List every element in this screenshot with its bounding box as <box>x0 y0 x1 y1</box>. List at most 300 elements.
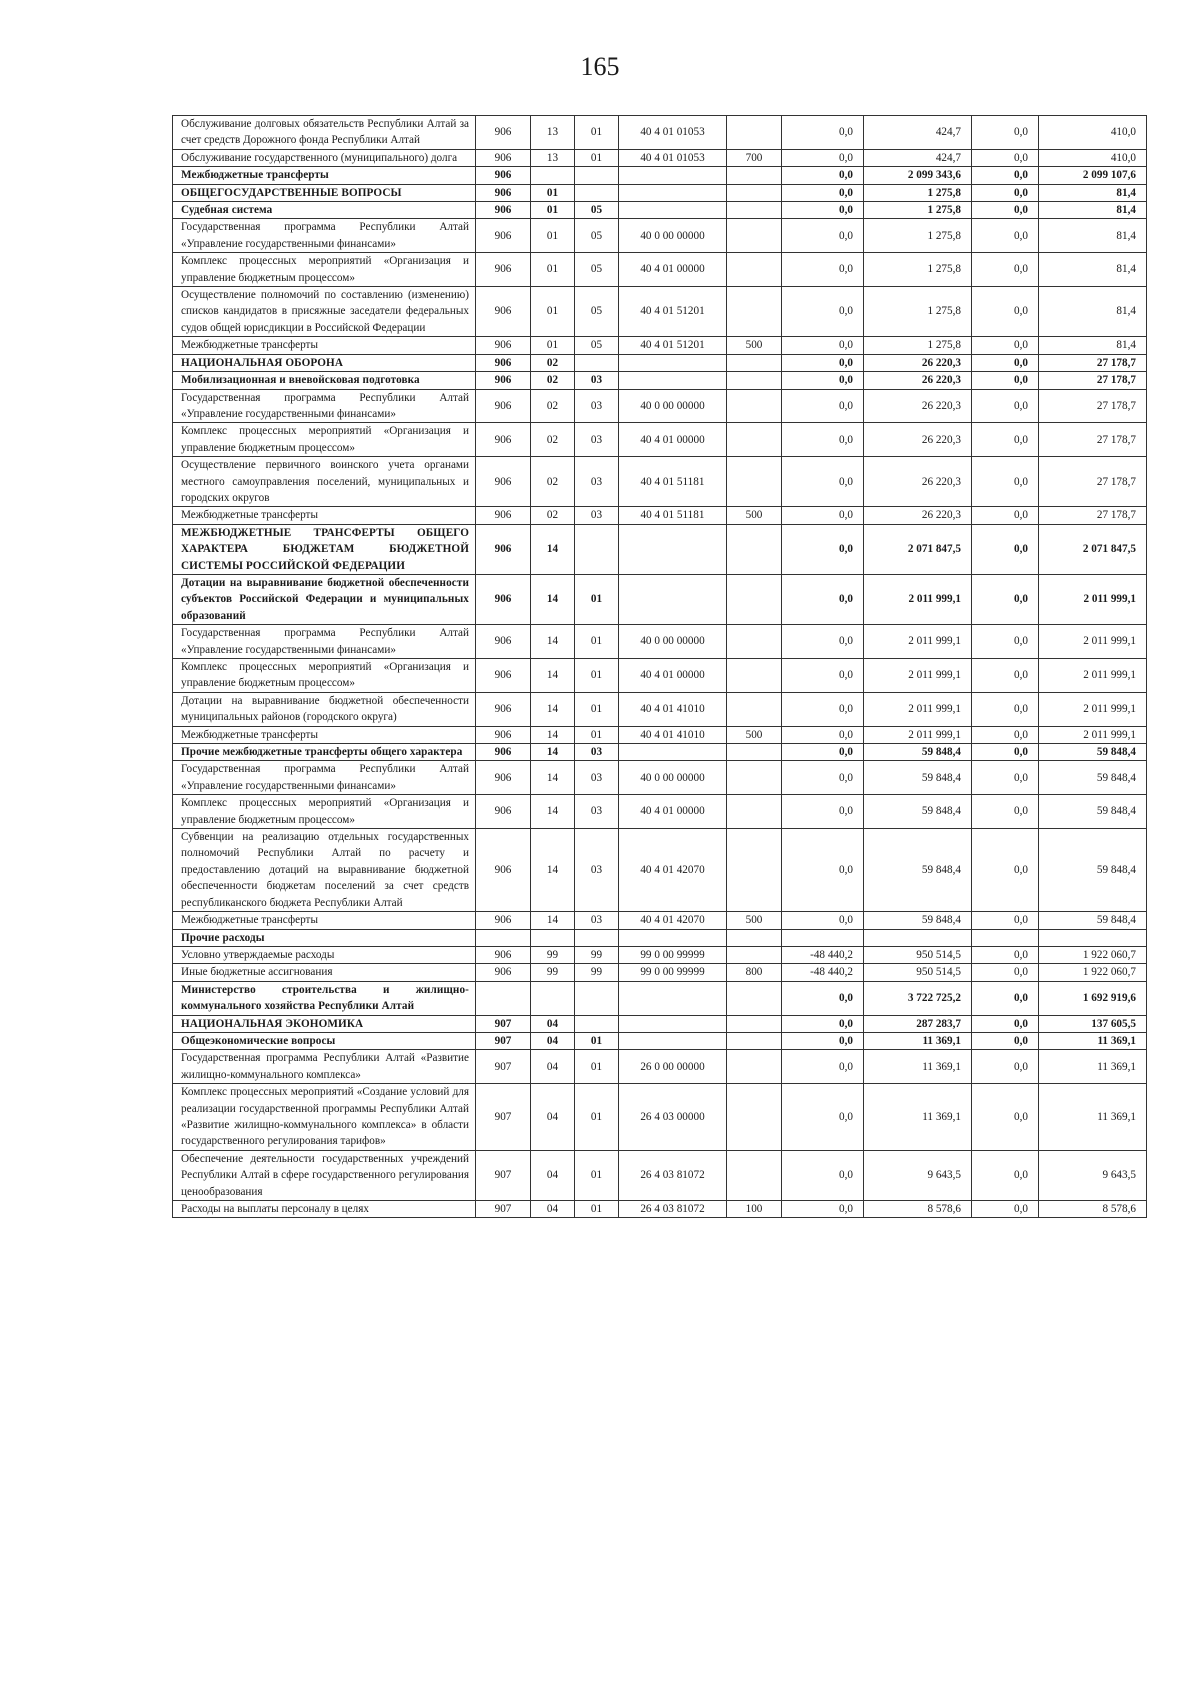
row-value-4: 1 692 919,6 <box>1039 981 1147 1015</box>
row-value-2: 26 220,3 <box>864 389 972 423</box>
row-value-3: 0,0 <box>972 457 1039 507</box>
row-value-3: 0,0 <box>972 1201 1039 1218</box>
row-expense-type <box>727 524 782 574</box>
row-value-1: -48 440,2 <box>782 946 864 963</box>
row-grbs-code: 907 <box>476 1015 531 1032</box>
table-row <box>173 1201 1147 1218</box>
table-row <box>173 219 1147 253</box>
row-value-4: 410,0 <box>1039 116 1147 150</box>
row-subsection-code: 03 <box>575 372 619 389</box>
row-expense-type: 500 <box>727 726 782 743</box>
row-name: Комплекс процессных мероприятий «Создание условий для реализации государственной программы Республики Алтай «Развитие жилищно-коммунального комплекса» в области государственного регулирования тарифов» <box>173 1084 476 1151</box>
row-section-code: 01 <box>531 287 575 337</box>
row-section-code: 01 <box>531 253 575 287</box>
row-name: Прочие расходы <box>173 929 476 946</box>
row-grbs-code: 906 <box>476 726 531 743</box>
row-section-code: 01 <box>531 202 575 219</box>
row-value-2: 8 578,6 <box>864 1201 972 1218</box>
table-row <box>173 659 1147 693</box>
row-expense-type <box>727 219 782 253</box>
row-grbs-code: 906 <box>476 457 531 507</box>
row-expense-type <box>727 744 782 761</box>
table-row <box>173 337 1147 354</box>
row-value-1: 0,0 <box>782 981 864 1015</box>
row-value-4: 9 643,5 <box>1039 1150 1147 1200</box>
row-value-2: 59 848,4 <box>864 761 972 795</box>
row-subsection-code: 05 <box>575 337 619 354</box>
row-target-article <box>619 1032 727 1049</box>
row-grbs-code: 906 <box>476 625 531 659</box>
row-name: Межбюджетные трансферты <box>173 912 476 929</box>
row-grbs-code: 906 <box>476 829 531 912</box>
row-value-2: 2 011 999,1 <box>864 692 972 726</box>
table-row <box>173 149 1147 166</box>
row-value-1 <box>782 929 864 946</box>
row-subsection-code: 03 <box>575 507 619 524</box>
row-subsection-code: 01 <box>575 726 619 743</box>
table-row <box>173 184 1147 201</box>
row-value-2: 2 011 999,1 <box>864 726 972 743</box>
row-value-4: 1 922 060,7 <box>1039 946 1147 963</box>
row-target-article: 40 4 01 51201 <box>619 287 727 337</box>
row-expense-type <box>727 946 782 963</box>
row-value-3: 0,0 <box>972 507 1039 524</box>
table-row <box>173 1050 1147 1084</box>
row-value-2 <box>864 929 972 946</box>
row-subsection-code: 05 <box>575 253 619 287</box>
row-value-4: 81,4 <box>1039 253 1147 287</box>
row-value-2: 26 220,3 <box>864 457 972 507</box>
row-section-code: 02 <box>531 389 575 423</box>
row-grbs-code: 906 <box>476 423 531 457</box>
table-row <box>173 829 1147 912</box>
row-value-3: 0,0 <box>972 354 1039 371</box>
row-value-1: 0,0 <box>782 507 864 524</box>
row-section-code: 14 <box>531 625 575 659</box>
row-value-4: 137 605,5 <box>1039 1015 1147 1032</box>
row-grbs-code: 906 <box>476 692 531 726</box>
row-section-code: 99 <box>531 964 575 981</box>
row-value-2: 2 011 999,1 <box>864 659 972 693</box>
row-value-2: 2 071 847,5 <box>864 524 972 574</box>
row-section-code: 14 <box>531 912 575 929</box>
row-value-4: 27 178,7 <box>1039 389 1147 423</box>
row-value-3: 0,0 <box>972 625 1039 659</box>
row-value-3: 0,0 <box>972 372 1039 389</box>
table-row <box>173 946 1147 963</box>
row-subsection-code: 03 <box>575 457 619 507</box>
row-value-2: 2 011 999,1 <box>864 574 972 624</box>
row-expense-type <box>727 1050 782 1084</box>
row-name: Дотации на выравнивание бюджетной обеспеченности муниципальных районов (городского округа) <box>173 692 476 726</box>
row-value-2: 1 275,8 <box>864 337 972 354</box>
row-value-4: 8 578,6 <box>1039 1201 1147 1218</box>
row-grbs-code: 906 <box>476 946 531 963</box>
row-subsection-code: 01 <box>575 692 619 726</box>
row-target-article: 40 0 00 00000 <box>619 389 727 423</box>
row-value-4: 59 848,4 <box>1039 744 1147 761</box>
row-subsection-code: 03 <box>575 829 619 912</box>
row-value-2: 2 011 999,1 <box>864 625 972 659</box>
row-value-4: 81,4 <box>1039 337 1147 354</box>
row-subsection-code: 03 <box>575 795 619 829</box>
row-grbs-code: 907 <box>476 1050 531 1084</box>
row-value-2: 59 848,4 <box>864 912 972 929</box>
row-target-article: 26 4 03 81072 <box>619 1150 727 1200</box>
row-value-1: 0,0 <box>782 1015 864 1032</box>
row-value-3: 0,0 <box>972 1015 1039 1032</box>
row-value-4: 2 011 999,1 <box>1039 726 1147 743</box>
row-value-3: 0,0 <box>972 726 1039 743</box>
table-row <box>173 372 1147 389</box>
row-value-1: 0,0 <box>782 726 864 743</box>
row-value-3: 0,0 <box>972 202 1039 219</box>
table-row <box>173 625 1147 659</box>
table-row <box>173 1150 1147 1200</box>
row-value-1: 0,0 <box>782 1050 864 1084</box>
row-name: Комплекс процессных мероприятий «Организация и управление бюджетным процессом» <box>173 795 476 829</box>
row-value-3: 0,0 <box>972 1084 1039 1151</box>
row-value-4: 2 011 999,1 <box>1039 625 1147 659</box>
row-target-article <box>619 574 727 624</box>
row-subsection-code <box>575 354 619 371</box>
row-value-1: 0,0 <box>782 1084 864 1151</box>
row-subsection-code: 01 <box>575 1201 619 1218</box>
row-value-1: 0,0 <box>782 337 864 354</box>
row-value-2: 26 220,3 <box>864 354 972 371</box>
row-section-code: 04 <box>531 1015 575 1032</box>
row-subsection-code: 99 <box>575 964 619 981</box>
row-expense-type <box>727 795 782 829</box>
row-section-code: 04 <box>531 1032 575 1049</box>
row-value-4: 27 178,7 <box>1039 372 1147 389</box>
row-expense-type: 100 <box>727 1201 782 1218</box>
row-value-3: 0,0 <box>972 659 1039 693</box>
row-section-code: 14 <box>531 574 575 624</box>
row-value-3: 0,0 <box>972 423 1039 457</box>
table-row <box>173 423 1147 457</box>
row-target-article <box>619 202 727 219</box>
row-value-4: 410,0 <box>1039 149 1147 166</box>
row-grbs-code: 906 <box>476 149 531 166</box>
row-value-2: 59 848,4 <box>864 829 972 912</box>
row-subsection-code: 01 <box>575 1032 619 1049</box>
row-value-1: 0,0 <box>782 1201 864 1218</box>
row-value-3: 0,0 <box>972 964 1039 981</box>
row-value-3: 0,0 <box>972 744 1039 761</box>
table-row <box>173 389 1147 423</box>
table-row <box>173 929 1147 946</box>
row-value-4: 59 848,4 <box>1039 829 1147 912</box>
row-subsection-code: 03 <box>575 744 619 761</box>
row-grbs-code: 907 <box>476 1150 531 1200</box>
row-expense-type <box>727 929 782 946</box>
table-row <box>173 202 1147 219</box>
row-name: НАЦИОНАЛЬНАЯ ЭКОНОМИКА <box>173 1015 476 1032</box>
row-grbs-code: 906 <box>476 372 531 389</box>
row-expense-type <box>727 372 782 389</box>
row-target-article: 40 4 01 51181 <box>619 457 727 507</box>
row-name: Комплекс процессных мероприятий «Организация и управление бюджетным процессом» <box>173 659 476 693</box>
row-target-article: 40 4 01 01053 <box>619 149 727 166</box>
row-grbs-code: 906 <box>476 744 531 761</box>
row-section-code: 02 <box>531 507 575 524</box>
row-grbs-code: 906 <box>476 912 531 929</box>
row-target-article: 26 0 00 00000 <box>619 1050 727 1084</box>
row-grbs-code: 906 <box>476 202 531 219</box>
row-target-article <box>619 354 727 371</box>
row-grbs-code: 906 <box>476 964 531 981</box>
row-subsection-code <box>575 524 619 574</box>
row-subsection-code: 01 <box>575 1084 619 1151</box>
row-value-2: 59 848,4 <box>864 795 972 829</box>
row-value-2: 1 275,8 <box>864 202 972 219</box>
row-value-2: 1 275,8 <box>864 287 972 337</box>
row-expense-type <box>727 981 782 1015</box>
row-value-4: 27 178,7 <box>1039 507 1147 524</box>
row-section-code: 04 <box>531 1201 575 1218</box>
table-row <box>173 457 1147 507</box>
page-number: 165 <box>580 52 620 81</box>
row-expense-type <box>727 625 782 659</box>
row-expense-type <box>727 116 782 150</box>
row-target-article: 40 4 01 00000 <box>619 659 727 693</box>
row-value-2: 11 369,1 <box>864 1050 972 1084</box>
row-grbs-code: 906 <box>476 795 531 829</box>
table-row <box>173 726 1147 743</box>
row-name: Государственная программа Республики Алтай «Управление государственными финансами» <box>173 761 476 795</box>
row-subsection-code <box>575 1015 619 1032</box>
row-value-2: 3 722 725,2 <box>864 981 972 1015</box>
row-subsection-code: 05 <box>575 287 619 337</box>
row-expense-type <box>727 184 782 201</box>
row-section-code: 14 <box>531 795 575 829</box>
row-subsection-code: 01 <box>575 149 619 166</box>
row-value-3: 0,0 <box>972 287 1039 337</box>
row-target-article: 40 0 00 00000 <box>619 761 727 795</box>
row-expense-type: 500 <box>727 337 782 354</box>
row-value-2: 950 514,5 <box>864 946 972 963</box>
row-value-3: 0,0 <box>972 1150 1039 1200</box>
row-name: Межбюджетные трансферты <box>173 726 476 743</box>
table-row <box>173 287 1147 337</box>
row-grbs-code: 906 <box>476 116 531 150</box>
row-target-article: 40 0 00 00000 <box>619 625 727 659</box>
row-value-4: 1 922 060,7 <box>1039 964 1147 981</box>
row-name: Государственная программа Республики Алтай «Управление государственными финансами» <box>173 389 476 423</box>
row-value-2: 2 099 343,6 <box>864 167 972 184</box>
table-row <box>173 167 1147 184</box>
row-grbs-code: 906 <box>476 287 531 337</box>
row-grbs-code: 907 <box>476 1201 531 1218</box>
row-value-1: 0,0 <box>782 1032 864 1049</box>
row-value-2: 26 220,3 <box>864 423 972 457</box>
row-subsection-code <box>575 929 619 946</box>
row-value-3: 0,0 <box>972 167 1039 184</box>
row-value-1: 0,0 <box>782 423 864 457</box>
row-value-4: 59 848,4 <box>1039 795 1147 829</box>
table-row <box>173 253 1147 287</box>
row-name: Субвенции на реализацию отдельных государственных полномочий Республики Алтай по расчету и предоставлению дотаций на выравнивание бюджетной обеспеченности бюджетам поселений за счет средств республиканского бюджета Республики Алтай <box>173 829 476 912</box>
row-value-3: 0,0 <box>972 253 1039 287</box>
row-value-3 <box>972 929 1039 946</box>
row-value-4: 27 178,7 <box>1039 354 1147 371</box>
row-section-code: 02 <box>531 457 575 507</box>
row-expense-type <box>727 692 782 726</box>
row-subsection-code: 01 <box>575 1050 619 1084</box>
row-name: Обслуживание государственного (муниципального) долга <box>173 149 476 166</box>
row-subsection-code: 99 <box>575 946 619 963</box>
row-value-1: 0,0 <box>782 912 864 929</box>
row-value-1: 0,0 <box>782 524 864 574</box>
table-row <box>173 1084 1147 1151</box>
row-name: Прочие межбюджетные трансферты общего характера <box>173 744 476 761</box>
row-value-3: 0,0 <box>972 219 1039 253</box>
row-expense-type <box>727 574 782 624</box>
row-value-3: 0,0 <box>972 912 1039 929</box>
row-expense-type <box>727 253 782 287</box>
row-value-4: 11 369,1 <box>1039 1050 1147 1084</box>
row-section-code <box>531 981 575 1015</box>
row-value-1: 0,0 <box>782 795 864 829</box>
row-expense-type <box>727 1015 782 1032</box>
row-value-2: 9 643,5 <box>864 1150 972 1200</box>
row-value-3: 0,0 <box>972 761 1039 795</box>
row-value-1: -48 440,2 <box>782 964 864 981</box>
row-section-code: 99 <box>531 946 575 963</box>
row-target-article <box>619 524 727 574</box>
row-expense-type <box>727 1084 782 1151</box>
row-value-1: 0,0 <box>782 202 864 219</box>
row-value-4: 81,4 <box>1039 219 1147 253</box>
row-value-4: 81,4 <box>1039 184 1147 201</box>
row-section-code: 02 <box>531 372 575 389</box>
row-value-2: 26 220,3 <box>864 507 972 524</box>
table-row <box>173 1015 1147 1032</box>
row-name: Министерство строительства и жилищно-коммунального хозяйства Республики Алтай <box>173 981 476 1015</box>
row-grbs-code: 906 <box>476 507 531 524</box>
row-section-code: 14 <box>531 761 575 795</box>
row-section-code <box>531 167 575 184</box>
row-value-1: 0,0 <box>782 574 864 624</box>
row-value-4: 2 099 107,6 <box>1039 167 1147 184</box>
row-value-1: 0,0 <box>782 692 864 726</box>
row-section-code: 01 <box>531 337 575 354</box>
row-value-1: 0,0 <box>782 167 864 184</box>
row-value-2: 59 848,4 <box>864 744 972 761</box>
row-value-1: 0,0 <box>782 761 864 795</box>
row-value-1: 0,0 <box>782 287 864 337</box>
row-value-1: 0,0 <box>782 116 864 150</box>
row-expense-type <box>727 287 782 337</box>
row-value-1: 0,0 <box>782 659 864 693</box>
row-expense-type: 500 <box>727 507 782 524</box>
row-target-article: 40 0 00 00000 <box>619 219 727 253</box>
row-value-4: 2 011 999,1 <box>1039 574 1147 624</box>
row-section-code: 01 <box>531 219 575 253</box>
row-name: Межбюджетные трансферты <box>173 507 476 524</box>
row-section-code: 04 <box>531 1050 575 1084</box>
row-value-4: 2 011 999,1 <box>1039 659 1147 693</box>
row-target-article <box>619 981 727 1015</box>
row-name: Государственная программа Республики Алтай «Управление государственными финансами» <box>173 219 476 253</box>
row-value-1: 0,0 <box>782 219 864 253</box>
row-value-4: 81,4 <box>1039 287 1147 337</box>
row-subsection-code: 03 <box>575 423 619 457</box>
row-grbs-code: 906 <box>476 761 531 795</box>
row-section-code: 14 <box>531 744 575 761</box>
row-name: Обеспечение деятельности государственных учреждений Республики Алтай в сфере государственного регулирования ценообразования <box>173 1150 476 1200</box>
row-target-article: 40 4 01 41010 <box>619 692 727 726</box>
row-value-3: 0,0 <box>972 692 1039 726</box>
row-value-1: 0,0 <box>782 149 864 166</box>
row-grbs-code: 907 <box>476 1032 531 1049</box>
row-section-code: 01 <box>531 184 575 201</box>
row-subsection-code: 03 <box>575 912 619 929</box>
row-subsection-code: 01 <box>575 625 619 659</box>
row-section-code: 14 <box>531 692 575 726</box>
row-grbs-code: 906 <box>476 524 531 574</box>
row-subsection-code <box>575 981 619 1015</box>
row-value-1: 0,0 <box>782 457 864 507</box>
row-target-article <box>619 184 727 201</box>
row-value-3: 0,0 <box>972 574 1039 624</box>
row-section-code: 14 <box>531 726 575 743</box>
row-name: Межбюджетные трансферты <box>173 337 476 354</box>
row-value-1: 0,0 <box>782 625 864 659</box>
row-expense-type <box>727 202 782 219</box>
row-grbs-code: 906 <box>476 337 531 354</box>
row-target-article <box>619 744 727 761</box>
table-row <box>173 354 1147 371</box>
row-name: Общеэкономические вопросы <box>173 1032 476 1049</box>
row-expense-type <box>727 389 782 423</box>
row-target-article: 40 4 01 00000 <box>619 423 727 457</box>
table-row <box>173 507 1147 524</box>
row-value-3: 0,0 <box>972 1050 1039 1084</box>
table-row <box>173 912 1147 929</box>
row-expense-type <box>727 1032 782 1049</box>
row-value-2: 287 283,7 <box>864 1015 972 1032</box>
row-expense-type <box>727 761 782 795</box>
row-name: МЕЖБЮДЖЕТНЫЕ ТРАНСФЕРТЫ ОБЩЕГО ХАРАКТЕРА БЮДЖЕТАМ БЮДЖЕТНОЙ СИСТЕМЫ РОССИЙСКОЙ ФЕДЕРАЦИИ <box>173 524 476 574</box>
table-row <box>173 761 1147 795</box>
row-target-article: 40 4 01 01053 <box>619 116 727 150</box>
table-row <box>173 1032 1147 1049</box>
row-value-3: 0,0 <box>972 149 1039 166</box>
row-value-2: 424,7 <box>864 116 972 150</box>
table-row <box>173 964 1147 981</box>
row-grbs-code: 906 <box>476 354 531 371</box>
row-expense-type <box>727 659 782 693</box>
row-name: Комплекс процессных мероприятий «Организация и управление бюджетным процессом» <box>173 253 476 287</box>
row-section-code: 14 <box>531 829 575 912</box>
row-section-code: 02 <box>531 423 575 457</box>
row-value-1: 0,0 <box>782 389 864 423</box>
row-target-article: 40 4 01 51201 <box>619 337 727 354</box>
row-target-article: 40 4 01 42070 <box>619 912 727 929</box>
row-name: ОБЩЕГОСУДАРСТВЕННЫЕ ВОПРОСЫ <box>173 184 476 201</box>
row-value-4: 27 178,7 <box>1039 423 1147 457</box>
row-value-4: 11 369,1 <box>1039 1032 1147 1049</box>
row-value-1: 0,0 <box>782 184 864 201</box>
row-value-3: 0,0 <box>972 389 1039 423</box>
row-value-3: 0,0 <box>972 981 1039 1015</box>
row-target-article: 40 4 01 42070 <box>619 829 727 912</box>
row-section-code <box>531 929 575 946</box>
row-value-3: 0,0 <box>972 829 1039 912</box>
row-name: Обслуживание долговых обязательств Республики Алтай за счет средств Дорожного фонда Республики Алтай <box>173 116 476 150</box>
